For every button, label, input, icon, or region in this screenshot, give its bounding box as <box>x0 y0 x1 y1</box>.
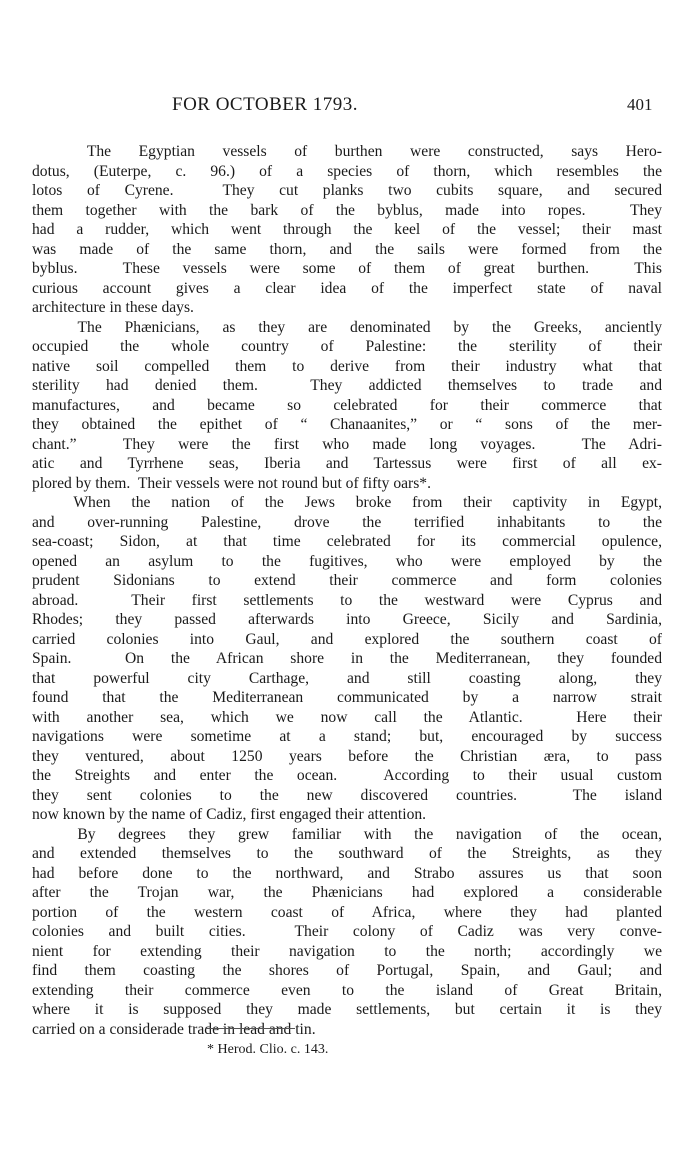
text-line: found that the Mediterranean communicated by a narrow strait <box>32 689 662 706</box>
text-line: now known by the name of Cadiz, first engaged their attention. <box>32 806 427 823</box>
page-number: 401 <box>627 95 653 114</box>
text-line: nient for extending their navigation to the north; accordingly we <box>32 942 662 960</box>
text-line: native soil compelled them to derive from their industry what that <box>32 357 662 375</box>
text-line: had a rudder, which went through the keel of the vessel; their mast <box>32 221 662 238</box>
text-line: and over-running Palestine, drove the terrified inhabitants to the <box>32 513 662 531</box>
text-line: dotus, (Euterpe, c. 96.) of a species of thorn, which resembles the <box>32 162 662 180</box>
body-text <box>32 142 662 1039</box>
text-line: Spain. On the African shore in the Mediterranean, they founded <box>32 650 662 667</box>
text-line: they ventured, about 1250 years before the Christian æra, to pass <box>32 747 662 765</box>
text-line: atic and Tyrrhene seas, Iberia and Tartessus were first of all ex- <box>32 455 662 472</box>
text-line: lotos of Cyrene. They cut planks two cubits square, and secured <box>32 182 662 199</box>
text-line: abroad. Their first settlements to the westward were Cyprus and <box>32 591 662 609</box>
text-line: was made of the same thorn, and the sails were formed from the <box>32 240 662 258</box>
text-line: where it is supposed they made settlements, but certain it is they <box>32 1001 662 1018</box>
text-line: find them coasting the shores of Portugal, Spain, and Gaul; and <box>32 962 662 979</box>
text-line: byblus. These vessels were some of them of great burthen. This <box>32 260 662 277</box>
footnote: * Herod. Clio. c. 143. <box>207 1042 329 1057</box>
paragraph <box>32 142 662 318</box>
text-line: portion of the western coast of Africa, where they had planted <box>32 903 662 921</box>
text-line: By degrees they grew familiar with the navigation of the ocean, <box>32 825 662 843</box>
text-line: chant.” They were the first who made long voyages. The Adri- <box>32 435 662 453</box>
paragraph <box>32 493 662 825</box>
text-line: colonies and built cities. Their colony of Cadiz was very conve- <box>32 923 662 940</box>
text-line: navigations were sometime at a stand; but, encouraged by success <box>32 728 662 745</box>
text-line: The Phænicians, as they are denominated by the Greeks, anciently <box>32 318 662 336</box>
text-line: them together with the bark of the byblus, made into ropes. They <box>32 201 662 219</box>
text-line: architecture in these days. <box>32 299 194 316</box>
text-line: occupied the whole country of Palestine: the sterility of their <box>32 338 662 355</box>
text-line: The Egyptian vessels of burthen were constructed, says Hero- <box>32 143 662 160</box>
text-line: manufactures, and became so celebrated for their commerce that <box>32 396 662 414</box>
text-line: the Streights and enter the ocean. According to their usual custom <box>32 767 662 784</box>
text-line: with another sea, which we now call the Atlantic. Here their <box>32 708 662 726</box>
text-line: that powerful city Carthage, and still coasting along, they <box>32 669 662 687</box>
text-line: carried colonies into Gaul, and explored the southern coast of <box>32 630 662 648</box>
text-line: carried on a considerade trade in lead and tin. <box>32 1020 316 1038</box>
text-line: and extended themselves to the southward of the Streights, as they <box>32 845 662 862</box>
text-line: Rhodes; they passed afterwards into Greece, Sicily and Sardinia, <box>32 611 662 628</box>
running-head <box>0 94 678 118</box>
text-line: after the Trojan war, the Phænicians had explored a considerable <box>32 884 662 901</box>
running-title: FOR OCTOBER 1793. <box>172 94 359 115</box>
text-line: sea-coast; Sidon, at that time celebrated for its commercial opulence, <box>32 533 662 550</box>
text-line: plored by them. Their vessels were not round but of fifty oars*. <box>32 474 431 492</box>
text-line: extending their commerce even to the island of Great Britain, <box>32 981 662 999</box>
text-line: opened an asylum to the fugitives, who were employed by the <box>32 552 662 570</box>
text-line: sterility had denied them. They addicted themselves to trade and <box>32 377 662 394</box>
text-line: they sent colonies to the new discovered countries. The island <box>32 786 662 804</box>
text-line: they obtained the epithet of “ Chanaanites,” or “ sons of the mer- <box>32 416 662 433</box>
text-line: curious account gives a clear idea of the imperfect state of naval <box>32 279 662 297</box>
paragraph <box>32 825 662 1040</box>
text-line: When the nation of the Jews broke from their captivity in Egypt, <box>32 494 662 511</box>
footnote-rule <box>205 1028 295 1029</box>
paragraph <box>32 318 662 494</box>
text-line: prudent Sidonians to extend their commerce and form colonies <box>32 572 662 589</box>
text-line: had before done to the northward, and Strabo assures us that soon <box>32 864 662 882</box>
